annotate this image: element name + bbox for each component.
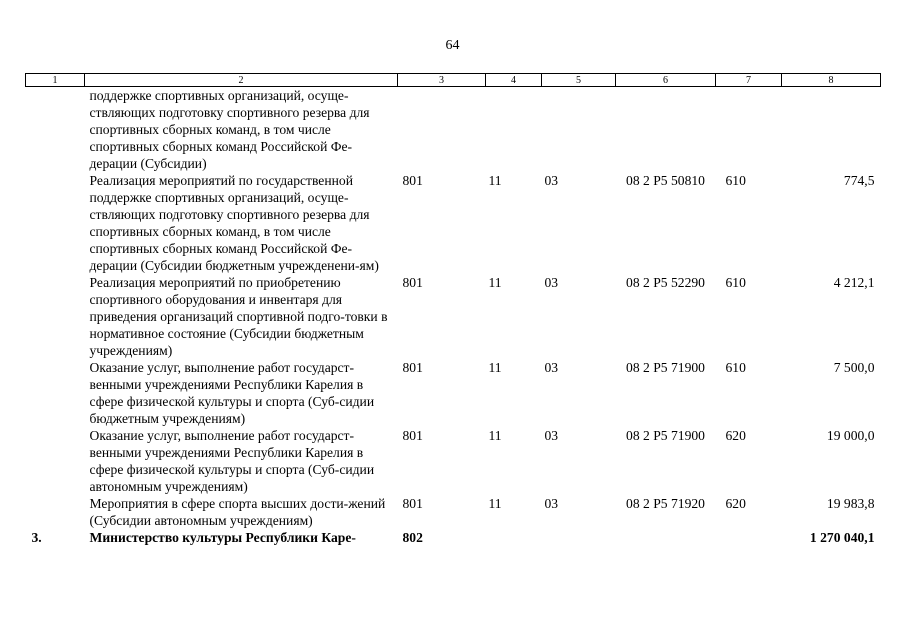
header-cell-7: 7 [716,74,782,87]
row-name: Мероприятия в сфере спорта высших дости-жений (Субсидии автономным учреждениям) [89,496,386,528]
row-expense-type: 610 [725,275,746,290]
row-subsection [542,87,616,173]
row-subsection: 03 [544,275,559,290]
row-target-item: 08 2 P5 71900 [626,360,705,375]
row-section: 11 [488,173,502,188]
page-number: 64 [445,38,460,53]
row-grbs: 801 [402,428,423,443]
row-name: Министерство культуры Республики Каре- [89,530,356,545]
row-expense-type: 610 [725,360,746,375]
row-grbs: 801 [402,496,423,511]
row-grbs: 801 [402,275,423,290]
row-target-item: 08 2 P5 71900 [626,428,705,443]
row-name: Оказание услуг, выполнение работ государст-венными учреждениями Республики Карелия в сфере физической культуры и спорта (Суб-сидии автономным учреждениям) [89,428,375,494]
row-expense-type [716,529,782,546]
row-section: 11 [488,360,502,375]
table-row-ministry [26,529,881,546]
header-cell-5: 5 [542,74,616,87]
table-row [26,495,881,529]
table-row [26,359,881,427]
row-subsection: 03 [544,428,559,443]
row-name: Оказание услуг, выполнение работ государст-венными учреждениями Республики Карелия в сфере физической культуры и спорта (Суб-сидии бюджетным учреждениям) [89,360,375,426]
row-subsection: 03 [544,496,559,511]
header-cell-2: 2 [85,74,398,87]
budget-table [25,73,881,546]
row-section [486,87,542,173]
row-expense-type: 620 [725,428,746,443]
row-grbs [398,87,486,173]
row-subsection: 03 [544,360,559,375]
row-target-item: 08 2 P5 71920 [626,496,705,511]
row-number [26,172,85,274]
row-name: Реализация мероприятий по приобретению спортивного оборудования и инвентаря для приведения организаций спортивной подго-товки в нормативное состояние (Субсидии бюджетным учреждениям) [89,275,388,358]
row-sum [782,87,881,173]
header-cell-8: 8 [782,74,881,87]
row-name: Реализация мероприятий по государственной поддержке спортивных организаций, осуще-ствляющих подготовку спортивного резерва для спортивных сборных команд, в том числе спортивных сборных команд Российской Фе-дерации (Субсидии бюджетным учрежденени-ям) [89,173,379,273]
table-row [26,427,881,495]
row-section: 11 [488,275,502,290]
row-sum: 19 983,8 [826,496,875,511]
row-sum: 4 212,1 [833,275,875,290]
table-row [26,274,881,359]
table-row [26,172,881,274]
header-cell-3: 3 [398,74,486,87]
row-grbs: 802 [402,530,423,545]
row-subsection: 03 [544,173,559,188]
row-subsection [542,529,616,546]
row-grbs: 801 [402,173,423,188]
row-number [26,359,85,427]
row-section: 11 [488,496,502,511]
row-target-item: 08 2 P5 50810 [626,173,705,188]
header-cell-4: 4 [486,74,542,87]
row-number [26,87,85,173]
column-number-header [26,74,881,87]
header-cell-1: 1 [26,74,85,87]
row-section [486,529,542,546]
row-expense-type: 610 [725,173,746,188]
row-target-item [616,87,716,173]
row-sum: 7 500,0 [833,360,875,375]
header-cell-6: 6 [616,74,716,87]
row-expense-type: 620 [725,496,746,511]
row-section: 11 [488,428,502,443]
table-row [26,87,881,173]
row-number [26,274,85,359]
row-number [26,427,85,495]
row-sum: 774,5 [843,173,875,188]
row-sum: 1 270 040,1 [809,530,875,545]
row-target-item [616,529,716,546]
row-expense-type [716,87,782,173]
row-name: поддержке спортивных организаций, осуще-ствляющих подготовку спортивного резерва для спортивных сборных команд, в том числе спортивных сборных команд Российской Фе-дерации (Субсидии) [89,88,370,171]
row-number [26,495,85,529]
row-target-item: 08 2 P5 52290 [626,275,705,290]
row-sum: 19 000,0 [826,428,875,443]
row-grbs: 801 [402,360,423,375]
row-number: 3. [31,530,42,545]
